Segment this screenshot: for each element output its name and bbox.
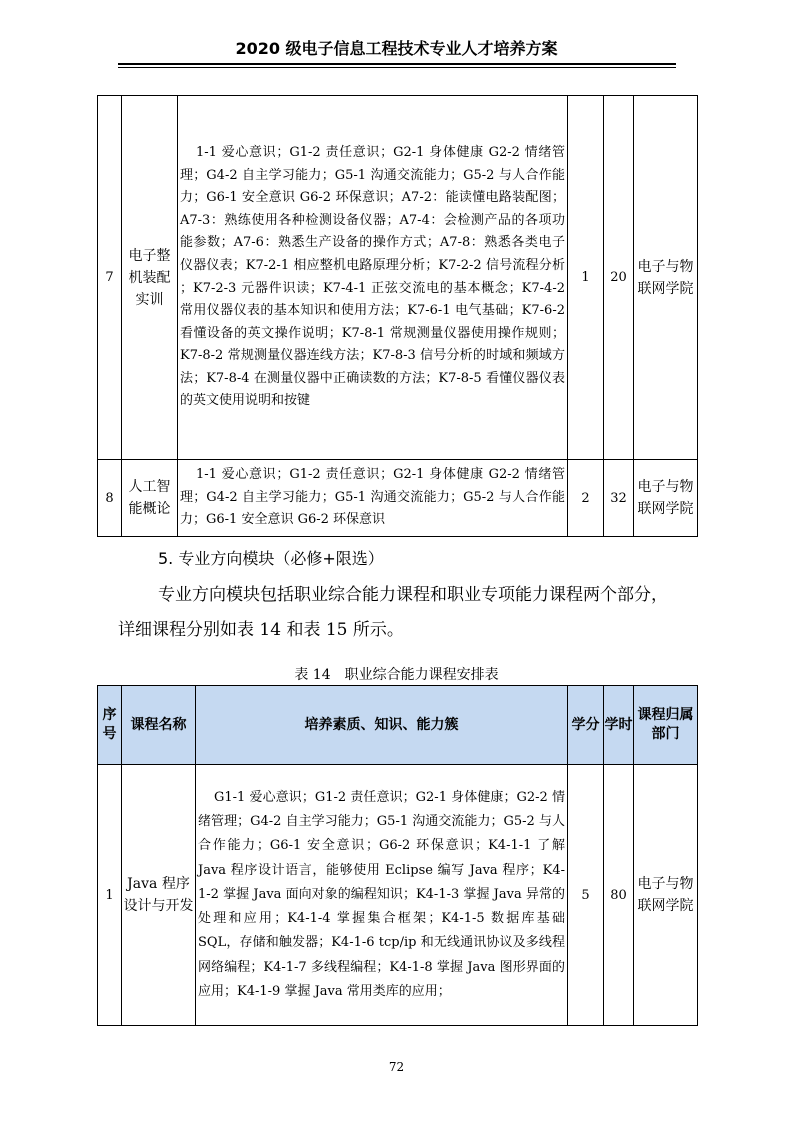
header-hours: 学时 <box>604 686 634 765</box>
header-number: 序号 <box>98 686 122 765</box>
header-competencies: 培养素质、知识、能力簇 <box>196 686 568 765</box>
course-number: 8 <box>98 460 122 537</box>
course-table-continued <box>97 95 698 537</box>
course-department: 电子与物联网学院 <box>634 765 698 1026</box>
header-credit: 学分 <box>568 686 604 765</box>
course-credit: 2 <box>568 460 604 537</box>
course-number: 7 <box>98 96 122 460</box>
course-competencies <box>178 460 568 537</box>
vocational-courses-table <box>97 685 698 1026</box>
header-department: 课程归属部门 <box>634 686 698 765</box>
course-competencies <box>196 765 568 1026</box>
table-header-row <box>98 686 698 765</box>
page-header-title: 2020 级电子信息工程技术专业人才培养方案 <box>235 39 558 58</box>
course-number: 1 <box>98 765 122 1026</box>
table-row <box>98 96 698 460</box>
course-credit: 1 <box>568 96 604 460</box>
course-hours: 32 <box>604 460 634 537</box>
section-paragraph <box>118 578 678 648</box>
course-name: 电子整机装配实训 <box>122 96 178 460</box>
course-department: 电子与物联网学院 <box>634 96 698 460</box>
table-row <box>98 460 698 537</box>
course-competencies-text: G1-1 爱心意识；G1-2 责任意识；G2-1 身体健康；G2-2 情绪管理；G4-2 自主学习能力；G5-1 沟通交流能力；G5-2 与人合作能力；G6-1 安全意识；G6-2 环保意识；K4-1-1 了解 Java 程序设计语言，能够使用 Eclipse 编写 Java 程序；K4-1-2 掌握 Java 面向对象的编程知识；K4-1-3 掌握 Java 异常的处理和应用；K4-1-4 掌握集合框架；K4-1-5 数据库基础 SQL，存储和触发器；K4-1-6 tcp/ip 和无线通讯协议及多线程网络编程；K4-1-7 多线程编程；K4-1-8 掌握 Java 图形界面的应用；K4-1-9 掌握 Java 常用类库的应用； <box>198 790 565 999</box>
page-number: 72 <box>388 1060 405 1074</box>
section-heading: 5. 专业方向模块（必修+限选） <box>158 549 384 568</box>
course-competencies-text: 1-1 爱心意识；G1-2 责任意识；G2-1 身体健康 G2-2 情绪管理；G4-2 自主学习能力；G5-1 沟通交流能力；G5-2 与人合作能力；G6-1 安全意识 G6-2 环保意识；A7-2：能读懂电路装配图；A7-3：熟练使用各种检测设备仪器；A7-4：会检测产品的各项功能参数；A7-6：熟悉生产设备的操作方式；A7-8：熟悉各类电子仪器仪表；K7-2-1 相应整机电路原理分析；K7-2-2 信号流程分析 ；K7-2-3 元器件识读；K7-4-1 正弦交流电的基本概念；K7-4-2 常用仪器仪表的基本知识和使用方法；K7-6-1 电气基础；K7-6-2 看懂设备的英文操作说明；K7-8-1 常规测量仪器使用操作规则；K7-8-2 常规测量仪器连线方法；K7-8-3 信号分析的时域和频域方法；K7-8-4 在测量仪器中正确读数的方法；K7-8-5 看懂仪器仪表的英文使用说明和按键 <box>180 144 565 409</box>
course-credit: 5 <box>568 765 604 1026</box>
course-hours: 80 <box>604 765 634 1026</box>
course-name: Java 程序设计与开发 <box>122 765 196 1026</box>
course-name: 人工智能概论 <box>122 460 178 537</box>
section-paragraph-text: 专业方向模块包括职业综合能力课程和职业专项能力课程两个部分，详细课程分别如表 14 和表 15 所示。 <box>118 585 668 640</box>
table-caption: 表 14 职业综合能力课程安排表 <box>294 667 499 683</box>
table-row <box>98 765 698 1026</box>
header-course-name: 课程名称 <box>122 686 196 765</box>
course-department: 电子与物联网学院 <box>634 460 698 537</box>
course-competencies <box>178 96 568 460</box>
header-rule-thick <box>118 63 676 65</box>
course-competencies-text: 1-1 爱心意识；G1-2 责任意识；G2-1 身体健康 G2-2 情绪管理；G4-2 自主学习能力；G5-1 沟通交流能力；G5-2 与人合作能力；G6-1 安全意识 G6-2 环保意识 <box>180 467 565 528</box>
header-rule-thin <box>118 67 676 68</box>
course-hours: 20 <box>604 96 634 460</box>
